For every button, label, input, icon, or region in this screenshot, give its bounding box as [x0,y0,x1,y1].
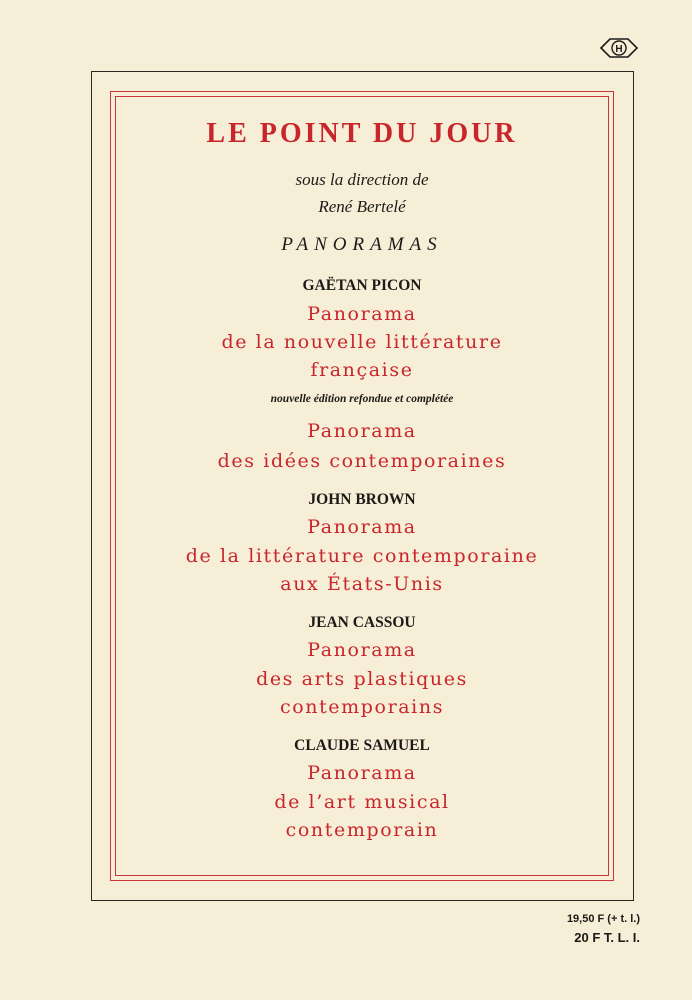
book-title-line: française [310,359,414,381]
book-title-line: des arts plastiques [256,668,468,690]
book-title-line: Panorama [307,762,417,784]
book-author: JEAN CASSOU [308,614,416,631]
book-title-line: Panorama [307,639,417,661]
book-title-line: de la littérature contemporaine [185,545,539,567]
book-title-line: Panorama [307,420,417,442]
book-title-line: Panorama [307,516,417,538]
direction-line: sous la direction de [295,170,429,189]
collection-title: LE POINT DU JOUR [206,118,518,149]
price-line-1: 19,50 F (+ t. l.) [566,913,640,925]
book-title-line: de l’art musical [274,791,450,813]
collection-listing [115,96,609,876]
book-author: CLAUDE SAMUEL [294,737,430,754]
director-name: René Bertelé [318,197,406,216]
book-title-line: Panorama [307,303,417,325]
book-title-line: aux États-Unis [280,573,444,595]
book-author: GAËTAN PICON [302,277,422,294]
book-author: JOHN BROWN [308,491,416,508]
price-line-2: 20 F T. L. I. [574,930,640,945]
publisher-logo [599,37,639,59]
book-title-line: des idées contemporaines [217,450,507,472]
edition-note: nouvelle édition refondue et complétée [270,393,454,405]
svg-text:H: H [615,44,623,55]
book-title-line: de la nouvelle littérature [221,331,503,353]
book-title-line: contemporains [279,696,445,718]
book-title-line: contemporain [285,819,439,841]
series-title: PANORAMAS [281,234,443,255]
